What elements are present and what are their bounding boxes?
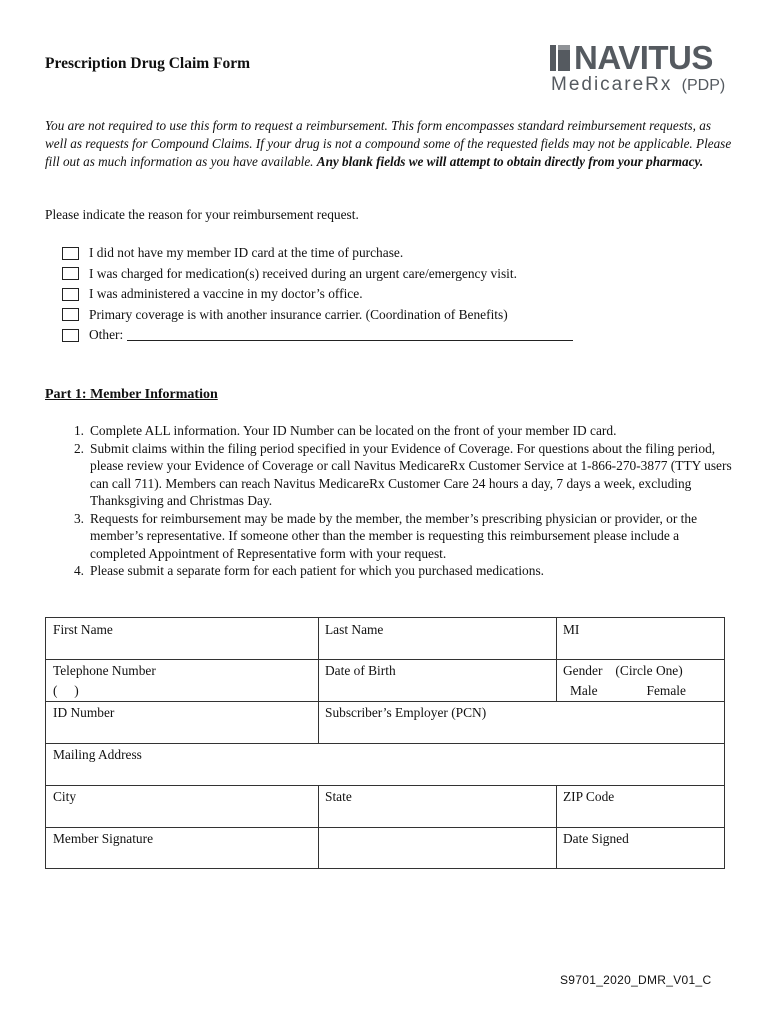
circle-one-label: (Circle One) — [615, 663, 683, 678]
instruction-text: Requests for reimbursement may be made by the member, the member’s prescribing physician or provider, or the member’s representative. If someone other than the member is requesting this reimbursement please include a completed Appointment of Representative form with your request. — [90, 510, 698, 561]
instruction-text: Submit claims within the filing period specified in your Evidence of Coverage. For questions about the filing period, please review your Evidence of Coverage or call Navitus MedicareRx Customer Service at 1-866-270-3877 (TTY users can call 711). Members can reach Navitus MedicareRx Customer Care 24 hours a day, 7 days a week, excluding Thanksgiving and Christmas Day. — [90, 440, 732, 508]
zip-label: ZIP Code — [563, 789, 615, 804]
telephone-label: Telephone Number — [53, 663, 156, 678]
reason-label: Primary coverage is with another insurance carrier. (Coordination of Benefits) — [89, 306, 508, 322]
mailing-address-label: Mailing Address — [53, 747, 142, 762]
other-reason-field[interactable] — [127, 329, 573, 341]
member-signature-label: Member Signature — [53, 831, 154, 846]
reason-label: I did not have my member ID card at the time of purchase. — [89, 245, 404, 261]
instruction-number: 1. — [73, 423, 84, 438]
dob-label: Date of Birth — [325, 663, 396, 678]
intro-paragraph — [45, 117, 735, 171]
mi-label: MI — [563, 622, 580, 637]
state-label: State — [325, 789, 352, 804]
id-number-label: ID Number — [53, 705, 115, 720]
logo-subtitle — [551, 75, 725, 96]
logo-wordmark: NAVITUS — [574, 39, 713, 76]
first-name-field[interactable] — [46, 618, 318, 659]
form-title: Prescription Drug Claim Form — [45, 55, 251, 72]
telephone-field[interactable] — [46, 659, 318, 701]
reason-checkbox[interactable] — [62, 288, 79, 301]
instruction-item — [45, 510, 735, 563]
reason-item — [62, 243, 573, 264]
instruction-text: Complete ALL information. Your ID Number can be located on the front of your member ID card. — [90, 423, 617, 438]
id-number-field[interactable] — [46, 701, 318, 743]
employer-field[interactable] — [318, 701, 724, 743]
zip-field[interactable] — [556, 785, 724, 827]
dob-field[interactable] — [318, 659, 556, 701]
reason-checkbox[interactable] — [62, 267, 79, 280]
telephone-area-code: ( ) — [53, 683, 79, 698]
navitus-logo — [548, 40, 730, 98]
date-signed-label: Date Signed — [563, 831, 629, 846]
reason-prompt: Please indicate the reason for your reimbursement request. — [45, 207, 359, 222]
mailing-address-field[interactable] — [46, 743, 724, 785]
intro-text: You are not required to use this form to request a reimbursement. This form encompasses standard reimbursement requests, as well as requests for Compound Claims. If your drug is not a compound some of the requested fields may not be applicable. Please fill out as much information as you have available. — [45, 118, 732, 169]
instruction-item — [45, 440, 735, 510]
reason-item — [62, 325, 573, 346]
logo-sub-text: MedicareRx — [551, 74, 673, 95]
instruction-number: 3. — [73, 510, 84, 526]
first-name-label: First Name — [53, 622, 113, 637]
instruction-text: Please submit a separate form for each patient for which you purchased medications. — [90, 563, 545, 578]
state-field[interactable] — [318, 785, 556, 827]
instruction-number: 2. — [73, 440, 84, 456]
employer-label: Subscriber’s Employer (PCN) — [325, 705, 487, 720]
reason-label: I was administered a vaccine in my doctor’s office. — [89, 286, 363, 302]
city-label: City — [53, 789, 77, 804]
mi-field[interactable] — [556, 618, 724, 659]
gender-label: Gender — [563, 663, 603, 678]
reason-checkbox-list — [62, 243, 573, 346]
date-signed-field[interactable] — [556, 827, 724, 868]
form-code: S9701_2020_DMR_V01_C — [560, 973, 712, 987]
reason-item — [62, 305, 573, 326]
reason-label: I was charged for medication(s) received during an urgent care/emergency visit. — [89, 265, 517, 281]
instruction-item — [45, 422, 735, 440]
reason-label: Other: — [89, 327, 124, 343]
reason-item — [62, 264, 573, 285]
member-signature-field[interactable] — [46, 827, 556, 868]
instruction-number: 4. — [73, 563, 84, 578]
intro-bold-text: Any blank fields we will attempt to obtain directly from your pharmacy. — [316, 154, 704, 169]
gender-male-option[interactable]: Male — [570, 683, 598, 698]
navitus-mark-icon — [550, 45, 570, 71]
city-field[interactable] — [46, 785, 318, 827]
part1-heading: Part 1: Member Information — [45, 387, 218, 402]
gender-field — [556, 659, 724, 701]
reason-item — [62, 284, 573, 305]
instruction-item — [45, 562, 735, 580]
last-name-label: Last Name — [325, 622, 384, 637]
reason-checkbox[interactable] — [62, 247, 79, 260]
member-info-table — [45, 617, 725, 869]
reason-checkbox[interactable] — [62, 308, 79, 321]
last-name-field[interactable] — [318, 618, 556, 659]
instruction-list — [45, 422, 735, 580]
gender-female-option[interactable]: Female — [646, 683, 686, 698]
reason-checkbox[interactable] — [62, 329, 79, 342]
logo-plan: (PDP) — [681, 77, 726, 94]
